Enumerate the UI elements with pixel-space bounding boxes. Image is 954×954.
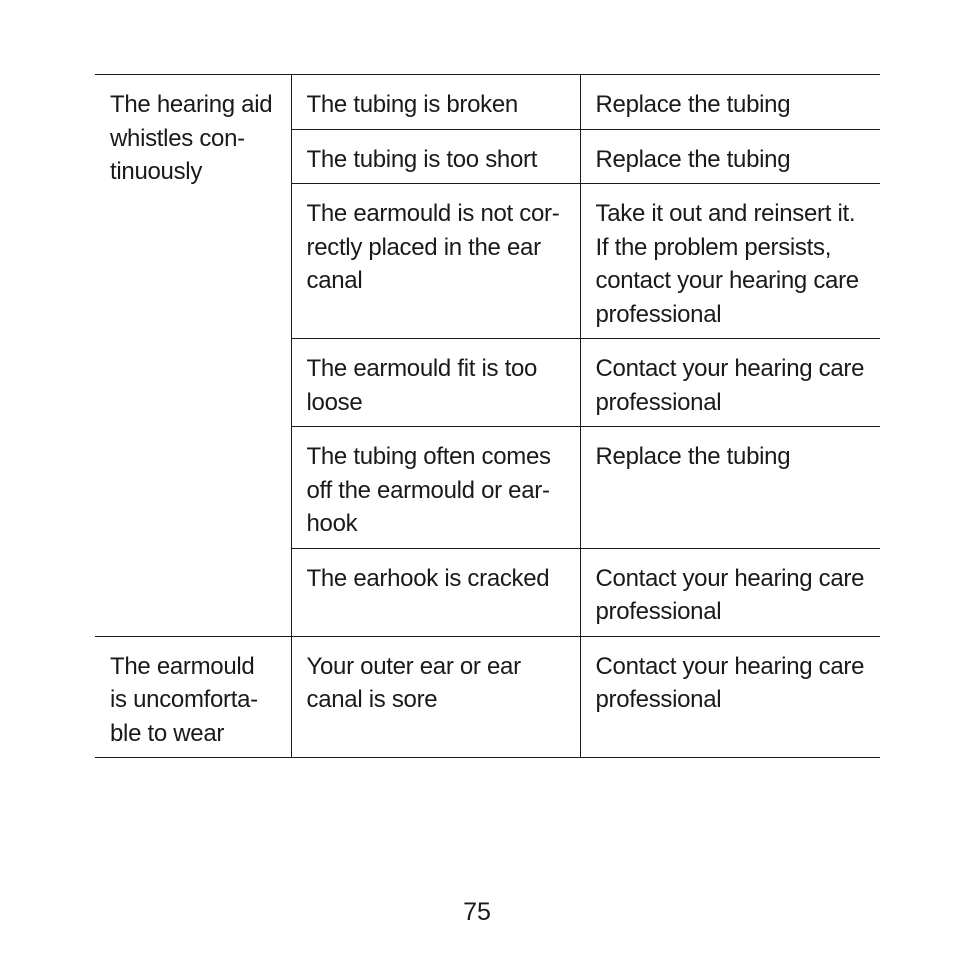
solution-cell: Replace the tubing [580, 129, 880, 184]
solution-cell: Replace the tubing [580, 75, 880, 130]
solution-cell: Contact your hearing care professional [580, 339, 880, 427]
cause-cell: The tubing is too short [291, 129, 580, 184]
table-row [95, 636, 880, 758]
cause-cell: The earmould fit is too loose [291, 339, 580, 427]
cause-cell: The earmould is not correctly placed in the ear canal [291, 184, 580, 339]
problem-cell: The hearing aid whistles continuously [95, 75, 291, 637]
cause-cell: The tubing is broken [291, 75, 580, 130]
solution-cell: Take it out and reinsert it. If the problem persists, contact your hearing care professional [580, 184, 880, 339]
solution-cell: Replace the tubing [580, 427, 880, 549]
cause-cell: The earhook is cracked [291, 548, 580, 636]
page-number: 75 [463, 898, 491, 926]
problem-cell: The earmould is uncomfortable to wear [95, 636, 291, 758]
cause-cell: The tubing often comes off the earmould or earhook [291, 427, 580, 549]
table-row [95, 75, 880, 130]
troubleshooting-table [95, 74, 880, 758]
cause-cell: Your outer ear or ear canal is sore [291, 636, 580, 758]
solution-cell: Contact your hearing care professional [580, 548, 880, 636]
solution-cell: Contact your hearing care professional [580, 636, 880, 758]
